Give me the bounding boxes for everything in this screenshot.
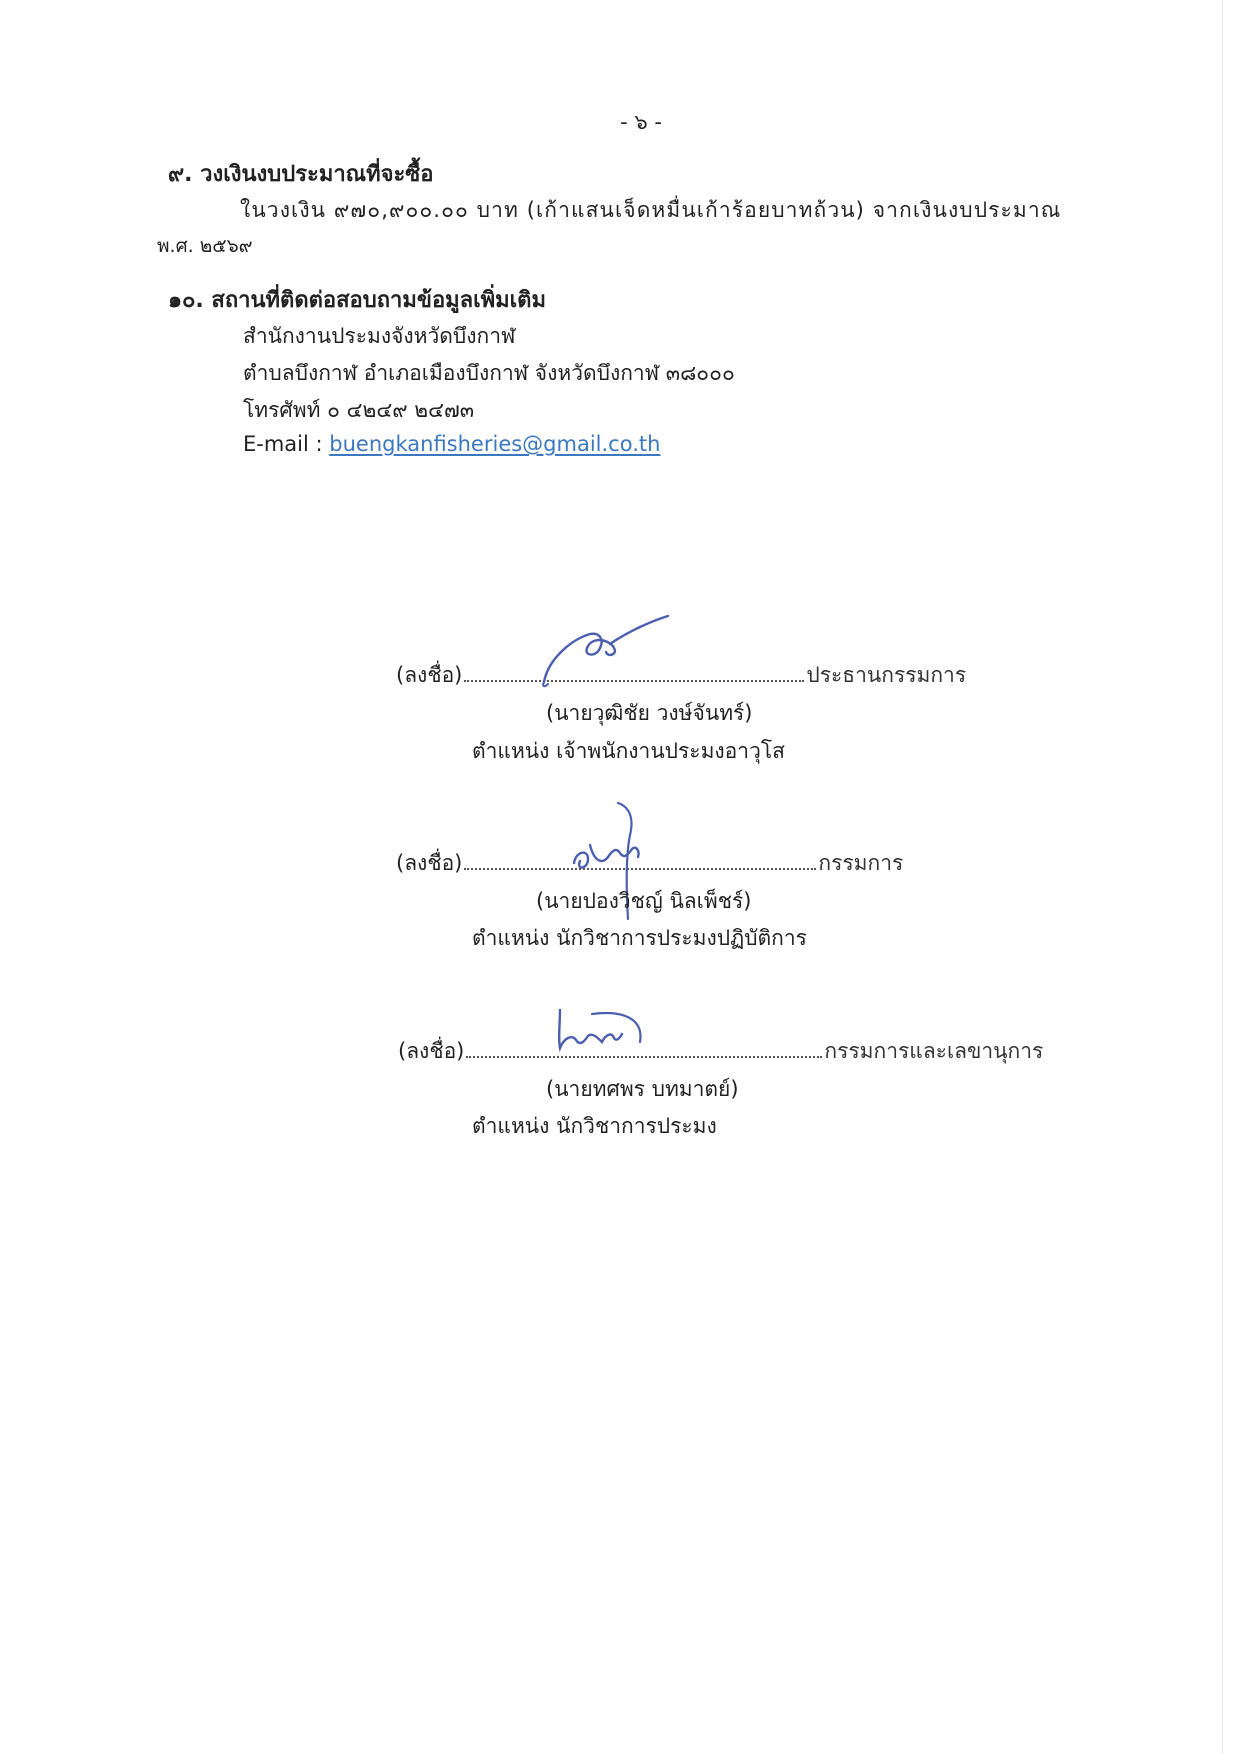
signer-name: (นายปองวิชญ์ นิลเพ็ชร์) xyxy=(536,889,752,913)
page-number: - ๖ - xyxy=(620,110,662,134)
signer-position: ตำแหน่ง นักวิชาการประมง xyxy=(472,1114,717,1138)
signer-name: (นายวุฒิชัย วงษ์จันทร์) xyxy=(546,701,753,725)
signer-position: ตำแหน่ง เจ้าพนักงานประมงอาวุโส xyxy=(472,739,785,763)
handwritten-signature xyxy=(530,610,680,690)
signer-role: ประธานกรรมการ xyxy=(806,663,967,687)
section-9-line-2: พ.ศ. ๒๕๖๙ xyxy=(157,235,253,257)
handwritten-signature xyxy=(552,1004,662,1054)
contact-address: ตำบลบึงกาฬ อำเภอเมืองบึงกาฬ จังหวัดบึงกาฬ ๓๘๐๐๐ xyxy=(243,361,735,385)
signer-role: กรรมการและเลขานุการ xyxy=(824,1039,1044,1063)
contact-phone: โทรศัพท์ ๐ ๔๒๔๙ ๒๔๗๓ xyxy=(243,398,475,422)
section-9-line-1: ในวงเงิน ๙๗๐,๙๐๐.๐๐ บาท (เก้าแสนเจ็ดหมื่นเก้าร้อยบาทถ้วน) จากเงินงบประมาณ xyxy=(240,198,1062,222)
signature-line xyxy=(396,659,966,692)
signer-name: (นายทศพร บทมาตย์) xyxy=(546,1077,739,1101)
signature-line xyxy=(398,1035,1043,1068)
email-label: E-mail : xyxy=(243,432,330,456)
page-edge-line xyxy=(1222,0,1223,1754)
signer-role: กรรมการ xyxy=(818,851,904,875)
email-link[interactable]: buengkanfisheries@gmail.co.th xyxy=(329,432,661,456)
signer-position: ตำแหน่ง นักวิชาการประมงปฏิบัติการ xyxy=(472,926,807,950)
sign-label: (ลงชื่อ) xyxy=(396,663,463,687)
contact-email-row xyxy=(243,432,660,456)
sign-label: (ลงชื่อ) xyxy=(398,1039,465,1063)
contact-office: สำนักงานประมงจังหวัดบึงกาฬ xyxy=(243,324,516,348)
dotted-line xyxy=(466,1055,822,1058)
section-9-heading: ๙. วงเงินงบประมาณที่จะซื้อ xyxy=(168,162,434,187)
section-10-heading: ๑๐. สถานที่ติดต่อสอบถามข้อมูลเพิ่มเติม xyxy=(168,288,546,313)
sign-label: (ลงชื่อ) xyxy=(396,851,463,875)
